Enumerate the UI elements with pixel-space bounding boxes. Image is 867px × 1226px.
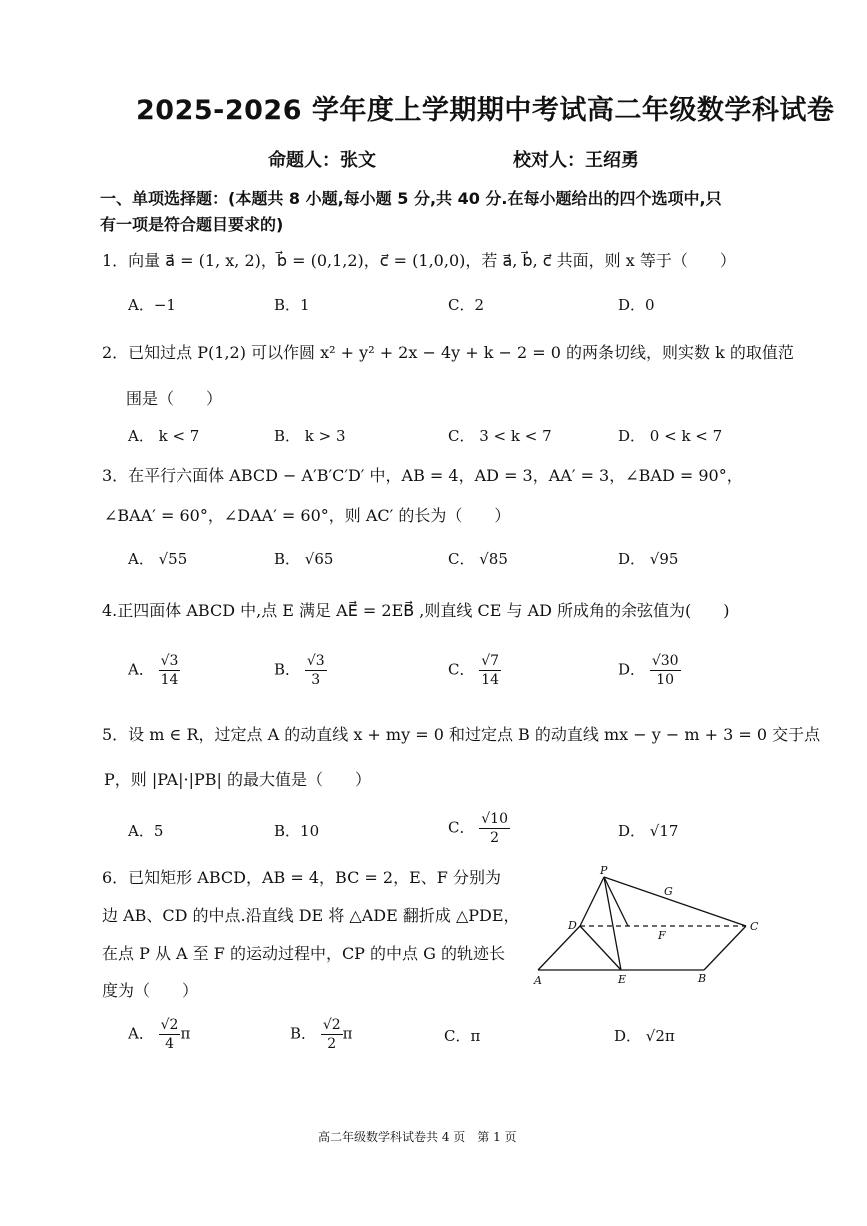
q6-option-c: C．π	[444, 1027, 481, 1045]
q4-option-a	[128, 652, 180, 689]
question-2-text-cont: 围是（ ）	[126, 389, 223, 408]
denominator: 2	[490, 830, 500, 846]
q5-option-a: A．5	[128, 822, 164, 840]
question-5-text-cont: P，则 |PA|·|PB| 的最大值是（ ）	[104, 770, 371, 789]
q3-option-b: B． √65	[274, 550, 334, 568]
q6-option-d: D． √2π	[614, 1027, 675, 1045]
denominator: 14	[160, 672, 179, 688]
author-label: 命题人：张文	[268, 150, 376, 171]
fraction	[650, 652, 681, 689]
q4-option-b	[274, 652, 327, 689]
q2-option-d: D． 0 < k < 7	[618, 427, 723, 445]
q6-option-b	[290, 1016, 353, 1053]
q1-option-c: C．2	[448, 296, 485, 314]
numerator: √2	[322, 1017, 341, 1033]
q5-option-d: D． √17	[618, 822, 679, 840]
fraction	[305, 652, 327, 689]
q2-option-c: C． 3 < k < 7	[448, 427, 552, 445]
numerator: √3	[306, 653, 325, 669]
numerator: √7	[481, 653, 500, 669]
option-label: B．	[274, 660, 301, 679]
option-label: B．	[290, 1024, 317, 1043]
fraction	[159, 1016, 181, 1053]
q4-option-c	[448, 652, 501, 689]
section-heading-cont: 有一项是符合题目要求的)	[100, 215, 284, 234]
denominator: 14	[481, 672, 500, 688]
numerator: √3	[160, 653, 179, 669]
q5-option-c	[448, 810, 510, 847]
question-6-text-cont2: 在点 P 从 A 至 F 的运动过程中，CP 的中点 G 的轨迹长	[102, 944, 505, 963]
question-6-text-cont1: 边 AB、CD 的中点.沿直线 DE 将 △ADE 翻折成 △PDE，	[102, 906, 520, 925]
q2-option-b: B． k > 3	[274, 427, 346, 445]
q2-option-a: A． k < 7	[128, 427, 200, 445]
numerator: √30	[651, 653, 679, 669]
label-c: C	[750, 920, 759, 933]
reviewer-label: 校对人：王绍勇	[513, 150, 639, 171]
q1-option-d: D．0	[618, 296, 655, 314]
q3-option-d: D． √95	[618, 550, 679, 568]
pi-symbol: π	[180, 1024, 191, 1043]
numerator: √2	[160, 1017, 179, 1033]
q3-option-a: A． √55	[128, 550, 188, 568]
label-a: A	[534, 974, 542, 987]
q6-option-a	[128, 1016, 190, 1053]
label-e: E	[618, 973, 627, 986]
question-5-text: 5．设 m ∈ R，过定点 A 的动直线 x + my = 0 和过定点 B 的动直线 mx − y − m + 3 = 0 交于点	[102, 725, 821, 744]
page-title: 2025-2026 学年度上学期期中考试高二年级数学科试卷	[136, 95, 835, 126]
question-2-text: 2．已知过点 P(1,2) 可以作圆 x² + y² + 2x − 4y + k − 2 = 0 的两条切线，则实数 k 的取值范	[102, 343, 794, 362]
question-3-text-cont: ∠BAA′ = 60°，∠DAA′ = 60°，则 AC′ 的长为（ ）	[104, 506, 511, 525]
fraction	[159, 652, 181, 689]
option-label: A．	[128, 660, 154, 679]
numerator: √10	[481, 811, 509, 827]
denominator: 2	[327, 1036, 337, 1052]
denominator: 4	[165, 1036, 174, 1052]
option-label: D．	[618, 660, 646, 679]
section-heading: 一、单项选择题：(本题共 8 小题,每小题 5 分,共 40 分.在每小题给出的四个选项中,只	[100, 189, 722, 208]
denominator: 10	[656, 672, 675, 688]
question-6-text-cont3: 度为（ ）	[102, 981, 199, 1000]
question-6-text: 6．已知矩形 ABCD，AB = 4，BC = 2，E、F 分别为	[102, 868, 501, 887]
pi-symbol: π	[342, 1024, 353, 1043]
q1-option-a: A．−1	[128, 296, 176, 314]
q4-option-d	[618, 652, 681, 689]
label-p: P	[600, 864, 608, 877]
question-1-text: 1．向量 a⃗ = (1, x, 2)，b⃗ = (0,1,2)，c⃗ = (1,0,0)，若 a⃗, b⃗, c⃗ 共面，则 x 等于（ ）	[102, 251, 736, 270]
q3-option-c: C． √85	[448, 550, 508, 568]
page-footer: 高二年级数学科试卷共 4 页 第 1 页	[318, 1130, 517, 1144]
question-3-text: 3．在平行六面体 ABCD − A′B′C′D′ 中，AB = 4，AD = 3，AA′ = 3，∠BAD = 90°，	[102, 466, 743, 485]
fraction	[479, 810, 510, 847]
option-label: C．	[448, 660, 475, 679]
label-b: B	[698, 972, 707, 985]
q5-option-b: B．10	[274, 822, 320, 840]
folded-rectangle-figure	[528, 862, 768, 992]
fraction	[479, 652, 501, 689]
denominator: 3	[311, 672, 321, 688]
label-g: G	[664, 885, 673, 898]
option-label: C．	[448, 818, 475, 837]
q1-option-b: B．1	[274, 296, 310, 314]
option-label: A．	[128, 1024, 154, 1043]
label-d: D	[568, 919, 577, 932]
label-f: F	[658, 929, 666, 942]
fraction	[321, 1016, 343, 1053]
question-4-text: 4.正四面体 ABCD 中,点 E 满足 AE⃗ = 2EB⃗ ,则直线 CE 与 AD 所成角的余弦值为( )	[102, 601, 730, 620]
